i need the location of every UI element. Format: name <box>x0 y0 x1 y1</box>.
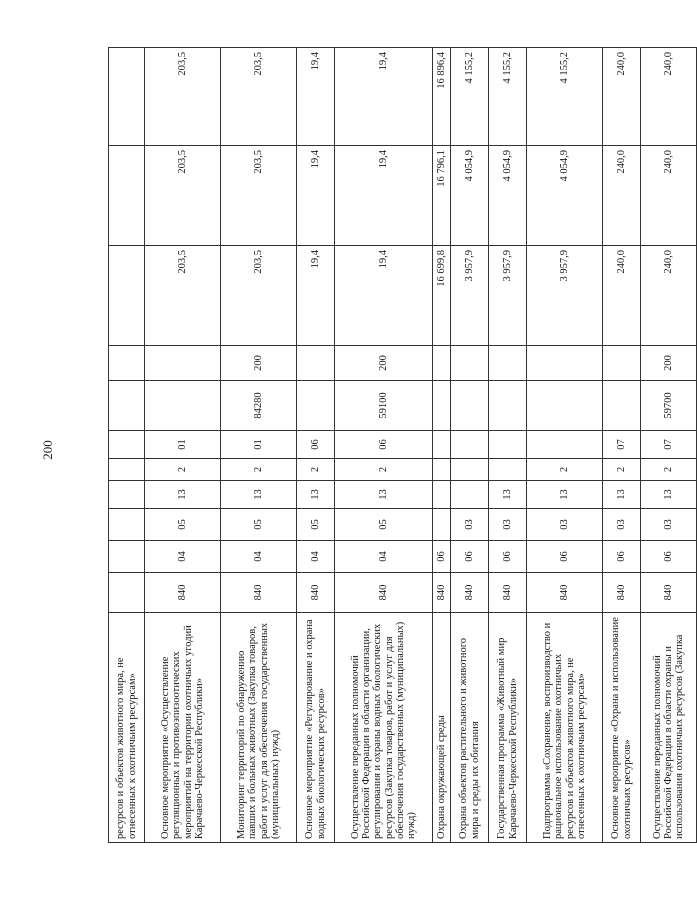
row-name-cell: Государственная программа «Животный мир Карачаево-Черкесской Республики» <box>489 613 527 843</box>
amount-year2-cell: 16 796,1 <box>433 146 451 246</box>
table-row <box>641 48 697 843</box>
target-article-part2-cell: 2 <box>335 459 433 481</box>
row-name-cell: Осуществление переданных полномочий Российской Федерации в области охраны и использования охотничьих ресурсов (Закупка <box>641 613 697 843</box>
expense-type-cell <box>109 346 145 381</box>
target-article-part3-cell <box>433 431 451 459</box>
ved-code-cell: 840 <box>527 573 603 613</box>
row-name-cell: Основное мероприятие «Осуществление регуляционных и противоэпизоотических мероприятий на территории охотничьих угодий Карачаево-Черкесской Республики» <box>145 613 221 843</box>
target-article-part1-cell: 13 <box>335 481 433 509</box>
target-article-part1-cell: 13 <box>145 481 221 509</box>
subsection-code-cell <box>109 509 145 541</box>
expense-type-cell: 200 <box>221 346 297 381</box>
ved-code-cell: 840 <box>489 573 527 613</box>
expense-type-cell: 200 <box>335 346 433 381</box>
section-code-cell: 06 <box>489 541 527 573</box>
target-article-part4-cell <box>527 381 603 431</box>
row-name-cell: Основное мероприятие «Охрана и использование охотничьих ресурсов» <box>603 613 641 843</box>
amount-year3-cell <box>109 48 145 146</box>
section-code-cell: 04 <box>297 541 335 573</box>
amount-year3-cell: 203,5 <box>221 48 297 146</box>
target-article-part1-cell <box>433 481 451 509</box>
amount-year2-cell: 4 054,9 <box>527 146 603 246</box>
amount-year2-cell: 240,0 <box>603 146 641 246</box>
row-name-cell: Охрана объектов растительного и животного мира и среды их обитания <box>451 613 489 843</box>
target-article-part3-cell <box>109 431 145 459</box>
subsection-code-cell <box>433 509 451 541</box>
target-article-part3-cell <box>489 431 527 459</box>
amount-year1-cell: 3 957,9 <box>527 246 603 346</box>
target-article-part4-cell <box>297 381 335 431</box>
table-row <box>451 48 489 843</box>
amount-year2-cell: 240,0 <box>641 146 697 246</box>
row-name-cell: Основное мероприятие «Регулирование и охрана водных биологических ресурсов» <box>297 613 335 843</box>
amount-year2-cell <box>109 146 145 246</box>
ved-code-cell: 840 <box>145 573 221 613</box>
target-article-part2-cell: 2 <box>527 459 603 481</box>
target-article-part2-cell: 2 <box>297 459 335 481</box>
ved-code-cell <box>109 573 145 613</box>
expense-type-cell <box>451 346 489 381</box>
subsection-code-cell: 05 <box>145 509 221 541</box>
subsection-code-cell: 05 <box>335 509 433 541</box>
expense-type-cell <box>433 346 451 381</box>
target-article-part1-cell: 13 <box>641 481 697 509</box>
ved-code-cell: 840 <box>335 573 433 613</box>
expense-type-cell <box>603 346 641 381</box>
target-article-part2-cell: 2 <box>145 459 221 481</box>
table-row <box>109 48 145 843</box>
target-article-part4-cell <box>433 381 451 431</box>
subsection-code-cell: 03 <box>451 509 489 541</box>
section-code-cell: 04 <box>221 541 297 573</box>
table-row <box>527 48 603 843</box>
amount-year3-cell: 4 155,2 <box>451 48 489 146</box>
amount-year3-cell: 16 896,4 <box>433 48 451 146</box>
section-code-cell <box>109 541 145 573</box>
target-article-part3-cell <box>451 431 489 459</box>
amount-year1-cell: 16 699,8 <box>433 246 451 346</box>
table-row <box>433 48 451 843</box>
subsection-code-cell: 03 <box>527 509 603 541</box>
target-article-part2-cell: 2 <box>221 459 297 481</box>
subsection-code-cell: 03 <box>489 509 527 541</box>
table-row <box>145 48 221 843</box>
section-code-cell: 04 <box>145 541 221 573</box>
target-article-part1-cell: 13 <box>527 481 603 509</box>
amount-year3-cell: 19,4 <box>335 48 433 146</box>
target-article-part1-cell: 13 <box>297 481 335 509</box>
amount-year2-cell: 4 054,9 <box>489 146 527 246</box>
target-article-part4-cell: 84280 <box>221 381 297 431</box>
amount-year1-cell: 203,5 <box>221 246 297 346</box>
amount-year3-cell: 4 155,2 <box>489 48 527 146</box>
ved-code-cell: 840 <box>221 573 297 613</box>
table-row <box>335 48 433 843</box>
row-name-cell: Подпрограмма «Сохранение, воспроизводство и рациональное использование охотничьих ресурсов и объектов животного мира, не отнесенных к охотничьим ресурсам» <box>527 613 603 843</box>
amount-year2-cell: 19,4 <box>335 146 433 246</box>
subsection-code-cell: 05 <box>297 509 335 541</box>
ved-code-cell: 840 <box>603 573 641 613</box>
table-row <box>297 48 335 843</box>
target-article-part3-cell: 06 <box>297 431 335 459</box>
ved-code-cell: 840 <box>297 573 335 613</box>
expense-type-cell <box>489 346 527 381</box>
section-code-cell: 06 <box>433 541 451 573</box>
rotated-landscape-table <box>108 48 685 843</box>
amount-year1-cell: 3 957,9 <box>451 246 489 346</box>
expense-type-cell: 200 <box>641 346 697 381</box>
section-code-cell: 06 <box>451 541 489 573</box>
table-row <box>603 48 641 843</box>
amount-year3-cell: 203,5 <box>145 48 221 146</box>
target-article-part1-cell <box>109 481 145 509</box>
expense-type-cell <box>297 346 335 381</box>
budget-table-container <box>108 48 685 843</box>
amount-year1-cell: 19,4 <box>297 246 335 346</box>
ved-code-cell: 840 <box>641 573 697 613</box>
expense-type-cell <box>145 346 221 381</box>
target-article-part3-cell: 01 <box>145 431 221 459</box>
row-name-cell: ресурсов и объектов животного мира, не отнесенных к охотничьим ресурсам» <box>109 613 145 843</box>
amount-year1-cell: 240,0 <box>603 246 641 346</box>
target-article-part1-cell: 13 <box>489 481 527 509</box>
target-article-part1-cell: 13 <box>221 481 297 509</box>
expense-type-cell <box>527 346 603 381</box>
page-number: 200 <box>40 440 55 460</box>
amount-year1-cell: 240,0 <box>641 246 697 346</box>
target-article-part4-cell: 59100 <box>335 381 433 431</box>
target-article-part3-cell: 07 <box>603 431 641 459</box>
row-name-cell: Охрана окружающей среды <box>433 613 451 843</box>
amount-year1-cell <box>109 246 145 346</box>
target-article-part3-cell: 01 <box>221 431 297 459</box>
section-code-cell: 06 <box>527 541 603 573</box>
target-article-part2-cell <box>109 459 145 481</box>
target-article-part3-cell: 07 <box>641 431 697 459</box>
amount-year1-cell: 203,5 <box>145 246 221 346</box>
target-article-part2-cell: 2 <box>641 459 697 481</box>
amount-year3-cell: 4 155,2 <box>527 48 603 146</box>
amount-year3-cell: 240,0 <box>641 48 697 146</box>
table-row <box>489 48 527 843</box>
target-article-part2-cell <box>451 459 489 481</box>
target-article-part4-cell: 59700 <box>641 381 697 431</box>
target-article-part4-cell <box>489 381 527 431</box>
row-name-cell: Мониторинг территорий по обнаружению павших и больных животных (Закупка товаров, работ и услуг для обеспечения государственных (муниципальных) нужд) <box>221 613 297 843</box>
target-article-part4-cell <box>145 381 221 431</box>
amount-year1-cell: 19,4 <box>335 246 433 346</box>
amount-year2-cell: 4 054,9 <box>451 146 489 246</box>
target-article-part2-cell <box>489 459 527 481</box>
target-article-part4-cell <box>603 381 641 431</box>
amount-year2-cell: 203,5 <box>145 146 221 246</box>
table-body <box>109 48 697 843</box>
amount-year3-cell: 19,4 <box>297 48 335 146</box>
ved-code-cell: 840 <box>433 573 451 613</box>
target-article-part1-cell: 13 <box>603 481 641 509</box>
amount-year3-cell: 240,0 <box>603 48 641 146</box>
target-article-part4-cell <box>109 381 145 431</box>
subsection-code-cell: 03 <box>641 509 697 541</box>
target-article-part1-cell <box>451 481 489 509</box>
target-article-part2-cell: 2 <box>603 459 641 481</box>
section-code-cell: 06 <box>641 541 697 573</box>
subsection-code-cell: 03 <box>603 509 641 541</box>
target-article-part4-cell <box>451 381 489 431</box>
section-code-cell: 06 <box>603 541 641 573</box>
budget-table <box>108 47 697 843</box>
target-article-part3-cell <box>527 431 603 459</box>
amount-year2-cell: 203,5 <box>221 146 297 246</box>
table-row <box>221 48 297 843</box>
row-name-cell: Осуществление переданных полномочий Российской Федерации в области организации, регулирования и охраны водных биологических ресурсов (Закупка товаров, работ и услуг для обеспечения государственных (муниципальных) нужд) <box>335 613 433 843</box>
subsection-code-cell: 05 <box>221 509 297 541</box>
target-article-part2-cell <box>433 459 451 481</box>
target-article-part3-cell: 06 <box>335 431 433 459</box>
amount-year2-cell: 19,4 <box>297 146 335 246</box>
ved-code-cell: 840 <box>451 573 489 613</box>
section-code-cell: 04 <box>335 541 433 573</box>
amount-year1-cell: 3 957,9 <box>489 246 527 346</box>
